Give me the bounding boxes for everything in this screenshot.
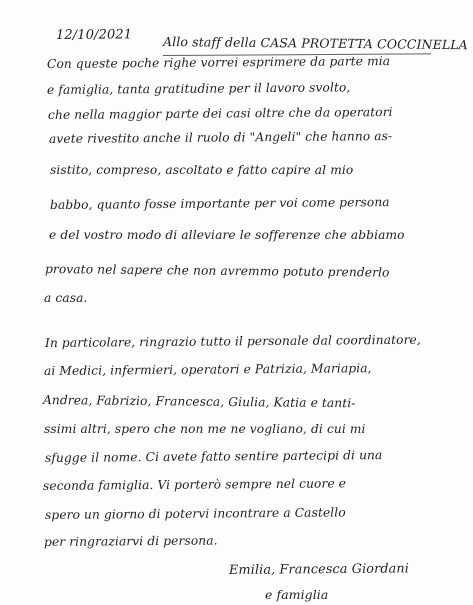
letter-line: babbo, quanto fosse importante per voi come persona [49,195,390,212]
letter-line: che nella maggior parte dei casi oltre che da operatori [47,104,393,122]
letter-line: per ringraziarvi di persona. [43,533,218,549]
letter-line: sfugge il nome. Ci avete fatto sentire partecipi di una [44,448,383,465]
signature-family: e famiglia [265,587,329,602]
letter-line: ai Medici, infermieri, operatori e Patrizia, Mariapia, [43,361,372,378]
letter-line: e famiglia, tanta gratitudine per il lavoro svolto, [46,80,351,97]
letter-date: 12/10/2021 [55,27,133,43]
letter-line: Con queste poche righe vorrei esprimere da parte mia [46,54,391,71]
letter-line: In particolare, ringrazio tutto il personale dal coordinatore, [44,332,421,350]
letter-line: sistito, compreso, ascoltato e fatto capire al mio [50,163,354,177]
letter-line: provato nel sapere che non avremmo potuto prenderlo [44,262,390,280]
letter-line: avete rivestito anche il ruolo di "Angeli" che hanno as- [48,129,393,146]
letter-line: spero un giorno di potervi incontrare a Castello [44,505,346,522]
signature-name: Emilia, Francesca Giordani [228,561,410,578]
letter-line: Andrea, Fabrizio, Francesca, Giulia, Katia e tanti- [42,393,356,411]
letter-line: seconda famiglia. Vi porterò sempre nel cuore e [42,476,347,493]
letter-line: a casa. [44,291,88,305]
letter-line: ssimi altri, spero che non me ne vogliano, di cui mi [44,422,366,436]
letter-line: e del vostro modo di alleviare le sofferenze che abbiamo [49,228,405,242]
letter-recipient: Allo staff della CASA PROTETTA COCCINELLA [162,34,468,53]
